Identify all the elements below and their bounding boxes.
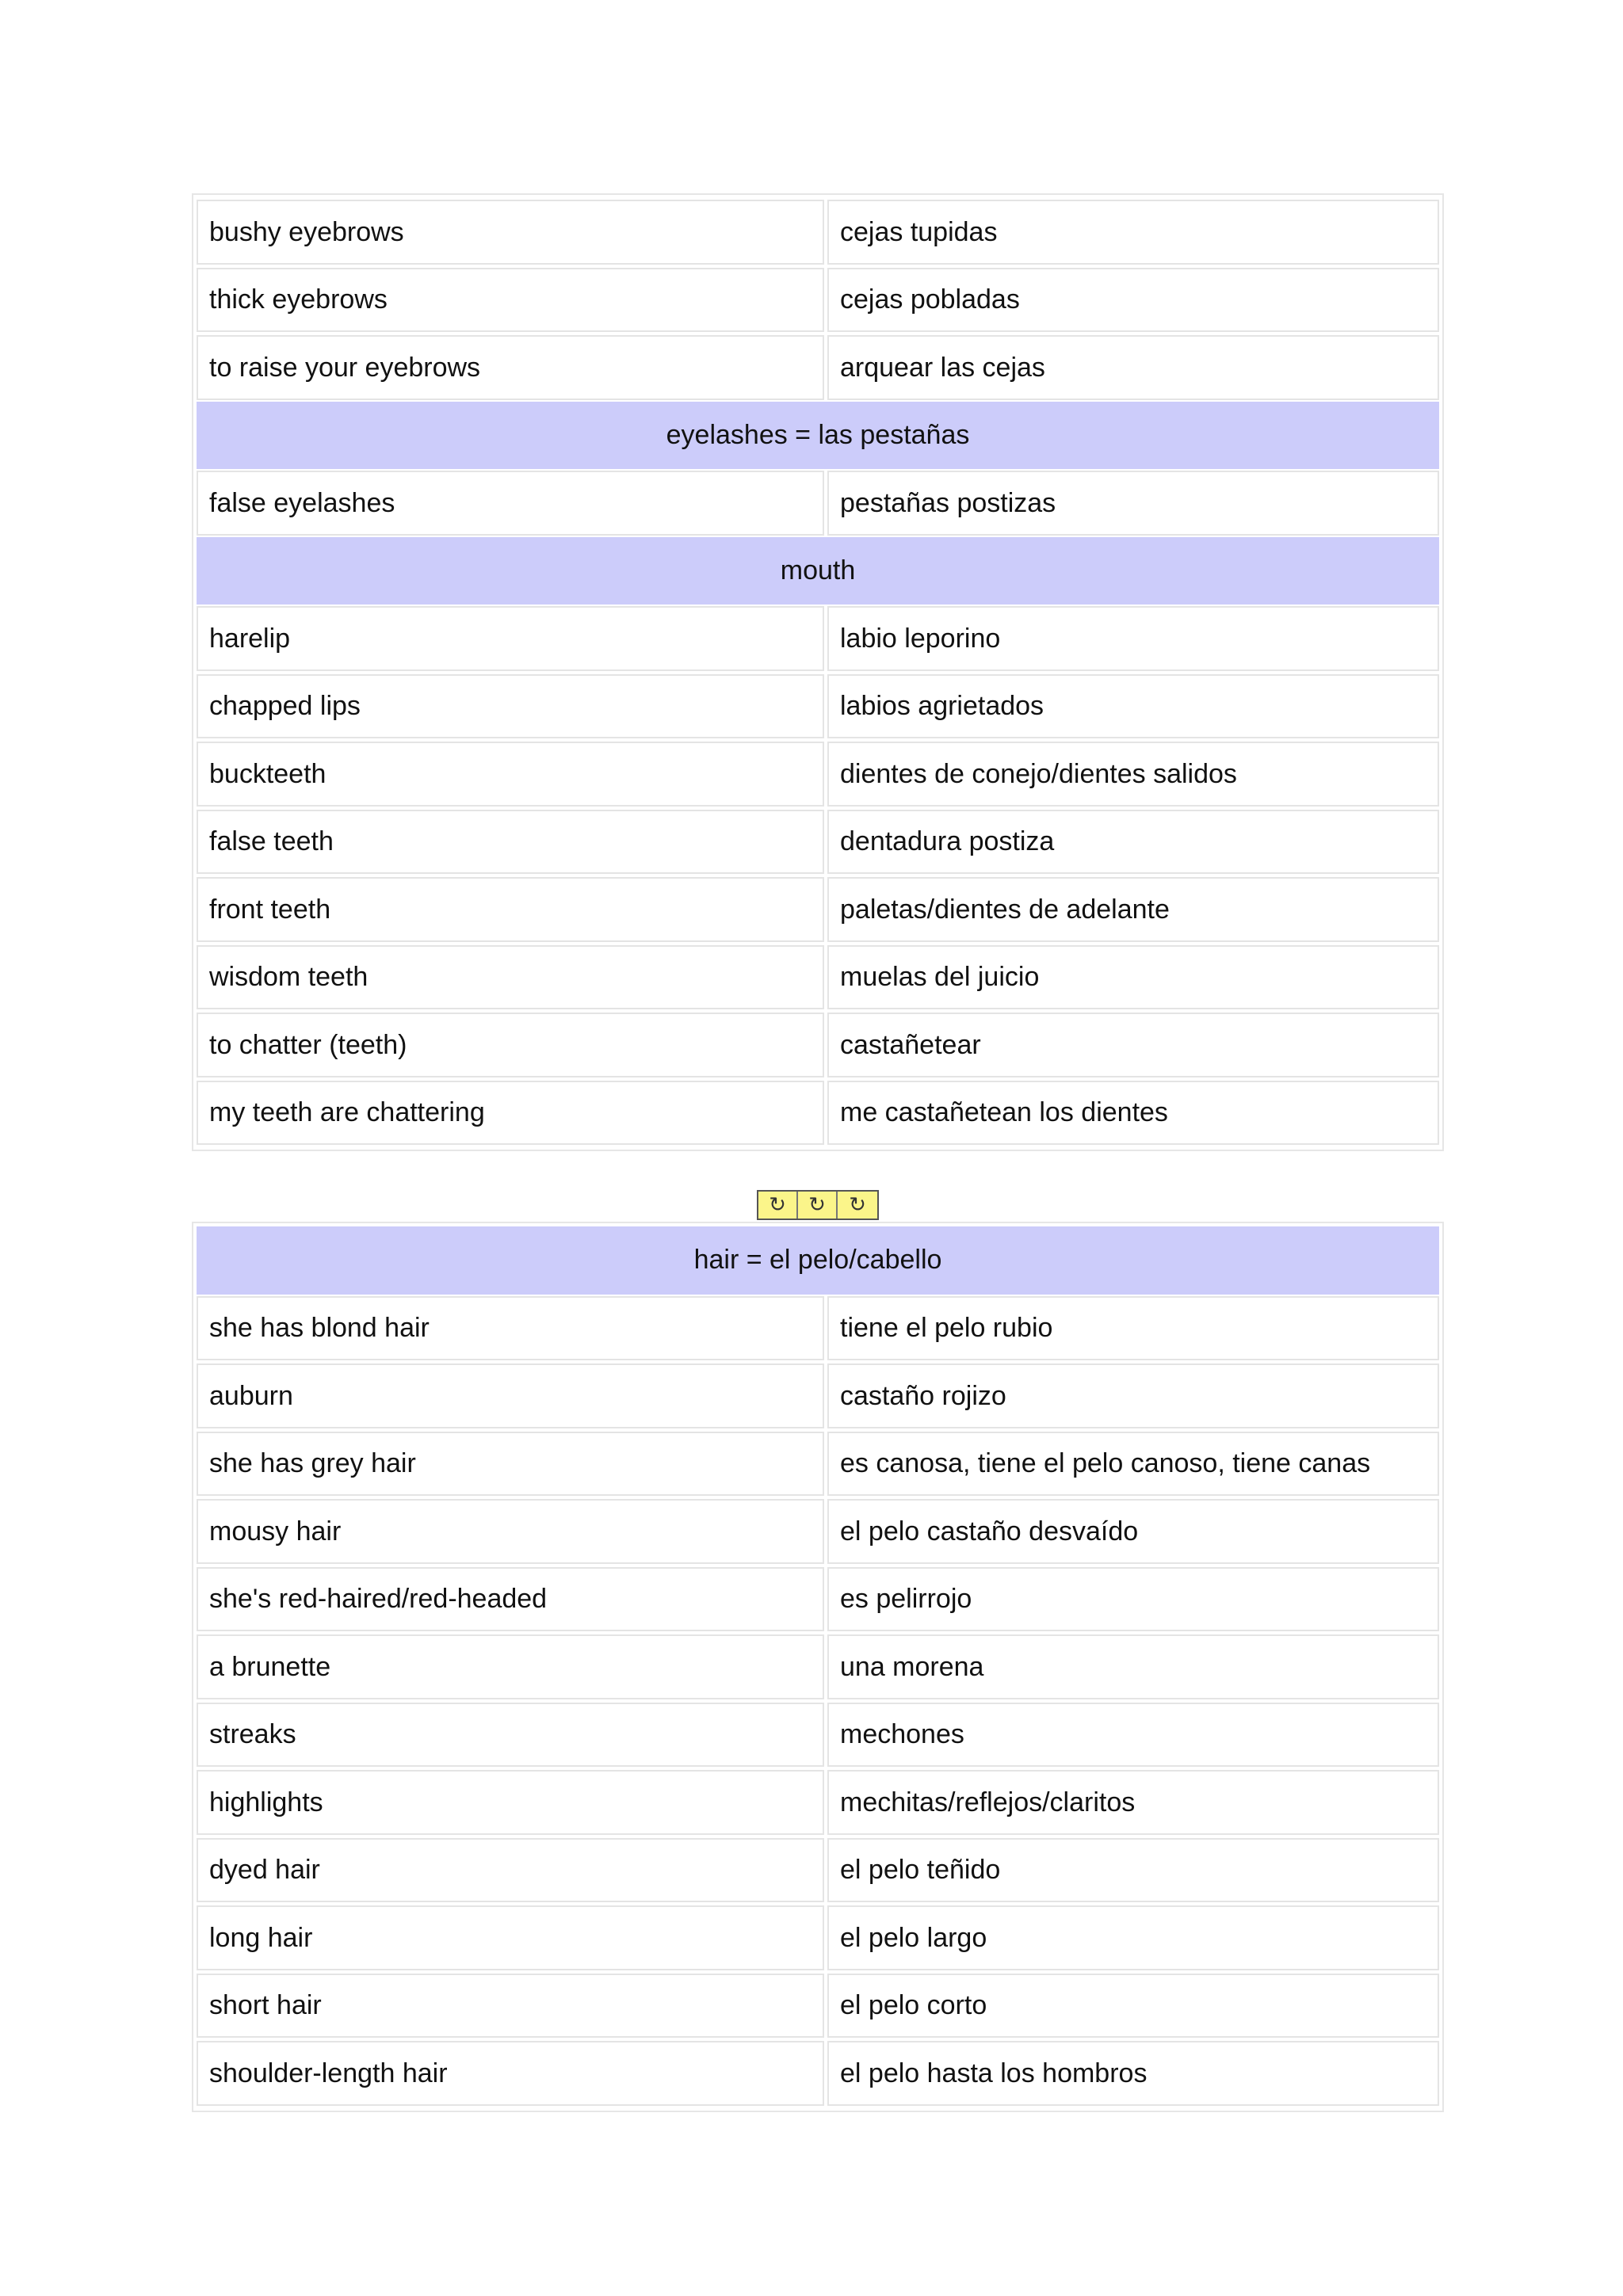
table-row — [197, 1972, 1439, 2040]
spanish-term: el pelo teñido — [827, 1838, 1439, 1903]
english-term: harelip — [197, 606, 824, 671]
english-term: short hair — [197, 1974, 824, 2039]
spanish-term: mechitas/reflejos/claritos — [827, 1770, 1439, 1835]
english-term: shoulder-length hair — [197, 2041, 824, 2106]
spanish-term: mechones — [827, 1703, 1439, 1768]
spanish-term: arquear las cejas — [827, 335, 1439, 400]
table-row — [197, 1566, 1439, 1634]
section-header-label: eyelashes = las pestañas — [666, 419, 970, 450]
english-term: my teeth are chattering — [197, 1081, 824, 1146]
english-term: auburn — [197, 1363, 824, 1428]
english-term: chapped lips — [197, 674, 824, 739]
vocab-table-hair — [192, 1222, 1444, 2112]
english-term: wisdom teeth — [197, 945, 824, 1010]
english-term: she has blond hair — [197, 1296, 824, 1361]
table-row — [197, 944, 1439, 1012]
english-term: highlights — [197, 1770, 824, 1835]
spanish-term: es canosa, tiene el pelo canoso, tiene canas — [827, 1432, 1439, 1497]
section-header-label: mouth — [780, 555, 856, 585]
table-row — [197, 1633, 1439, 1701]
english-term: front teeth — [197, 877, 824, 942]
table-row — [197, 605, 1439, 673]
table-row — [197, 1011, 1439, 1079]
spanish-term: castañetear — [827, 1013, 1439, 1077]
spanish-term: castaño rojizo — [827, 1363, 1439, 1428]
table-row — [197, 1768, 1439, 1836]
table-row — [197, 673, 1439, 741]
english-term: false teeth — [197, 810, 824, 875]
english-term: thick eyebrows — [197, 268, 824, 333]
spanish-term: pestañas postizas — [827, 471, 1439, 536]
table-row — [197, 469, 1439, 537]
english-term: buckteeth — [197, 742, 824, 807]
english-term: long hair — [197, 1905, 824, 1970]
spanish-term: cejas tupidas — [827, 200, 1439, 265]
spanish-term: el pelo corto — [827, 1974, 1439, 2039]
section-header — [197, 1226, 1439, 1295]
spanish-term: labios agrietados — [827, 674, 1439, 739]
loop-arrow-icon: ↻ — [758, 1192, 798, 1219]
spanish-term: el pelo hasta los hombros — [827, 2041, 1439, 2106]
spanish-term: una morena — [827, 1634, 1439, 1699]
table-row — [197, 875, 1439, 944]
spanish-term: paletas/dientes de adelante — [827, 877, 1439, 942]
loop-arrow-icon: ↻ — [838, 1192, 877, 1219]
table-row — [197, 1904, 1439, 1972]
spanish-term: labio leporino — [827, 606, 1439, 671]
table-row — [197, 1430, 1439, 1498]
section-header-label: hair = el pelo/cabello — [693, 1245, 942, 1276]
english-term: streaks — [197, 1703, 824, 1768]
table-row — [197, 198, 1439, 266]
spanish-term: el pelo largo — [827, 1905, 1439, 1970]
table-row — [197, 740, 1439, 808]
english-term: dyed hair — [197, 1838, 824, 1903]
english-term: she's red-haired/red-headed — [197, 1567, 824, 1632]
table-row — [197, 2039, 1439, 2107]
spanish-term: el pelo castaño desvaído — [827, 1499, 1439, 1564]
english-term: she has grey hair — [197, 1432, 824, 1497]
table-row — [197, 334, 1439, 402]
loop-arrow-icon: ↻ — [798, 1192, 838, 1219]
spanish-term: cejas pobladas — [827, 268, 1439, 333]
spanish-term: es pelirrojo — [827, 1567, 1439, 1632]
english-term: a brunette — [197, 1634, 824, 1699]
spanish-term: dientes de conejo/dientes salidos — [827, 742, 1439, 807]
section-header — [197, 537, 1439, 605]
section-divider — [757, 1190, 879, 1220]
table-row — [197, 1079, 1439, 1147]
spanish-term: tiene el pelo rubio — [827, 1296, 1439, 1361]
table-row — [197, 1295, 1439, 1363]
english-term: bushy eyebrows — [197, 200, 824, 265]
vocab-table-face — [192, 193, 1444, 1151]
table-row — [197, 808, 1439, 876]
table-row — [197, 1701, 1439, 1769]
english-term: mousy hair — [197, 1499, 824, 1564]
english-term: false eyelashes — [197, 471, 824, 536]
table-row — [197, 1362, 1439, 1430]
section-header — [197, 402, 1439, 470]
spanish-term: me castañetean los dientes — [827, 1081, 1439, 1146]
table-row — [197, 1836, 1439, 1905]
table-row — [197, 1497, 1439, 1566]
english-term: to raise your eyebrows — [197, 335, 824, 400]
table-row — [197, 266, 1439, 334]
english-term: to chatter (teeth) — [197, 1013, 824, 1077]
spanish-term: dentadura postiza — [827, 810, 1439, 875]
spanish-term: muelas del juicio — [827, 945, 1439, 1010]
